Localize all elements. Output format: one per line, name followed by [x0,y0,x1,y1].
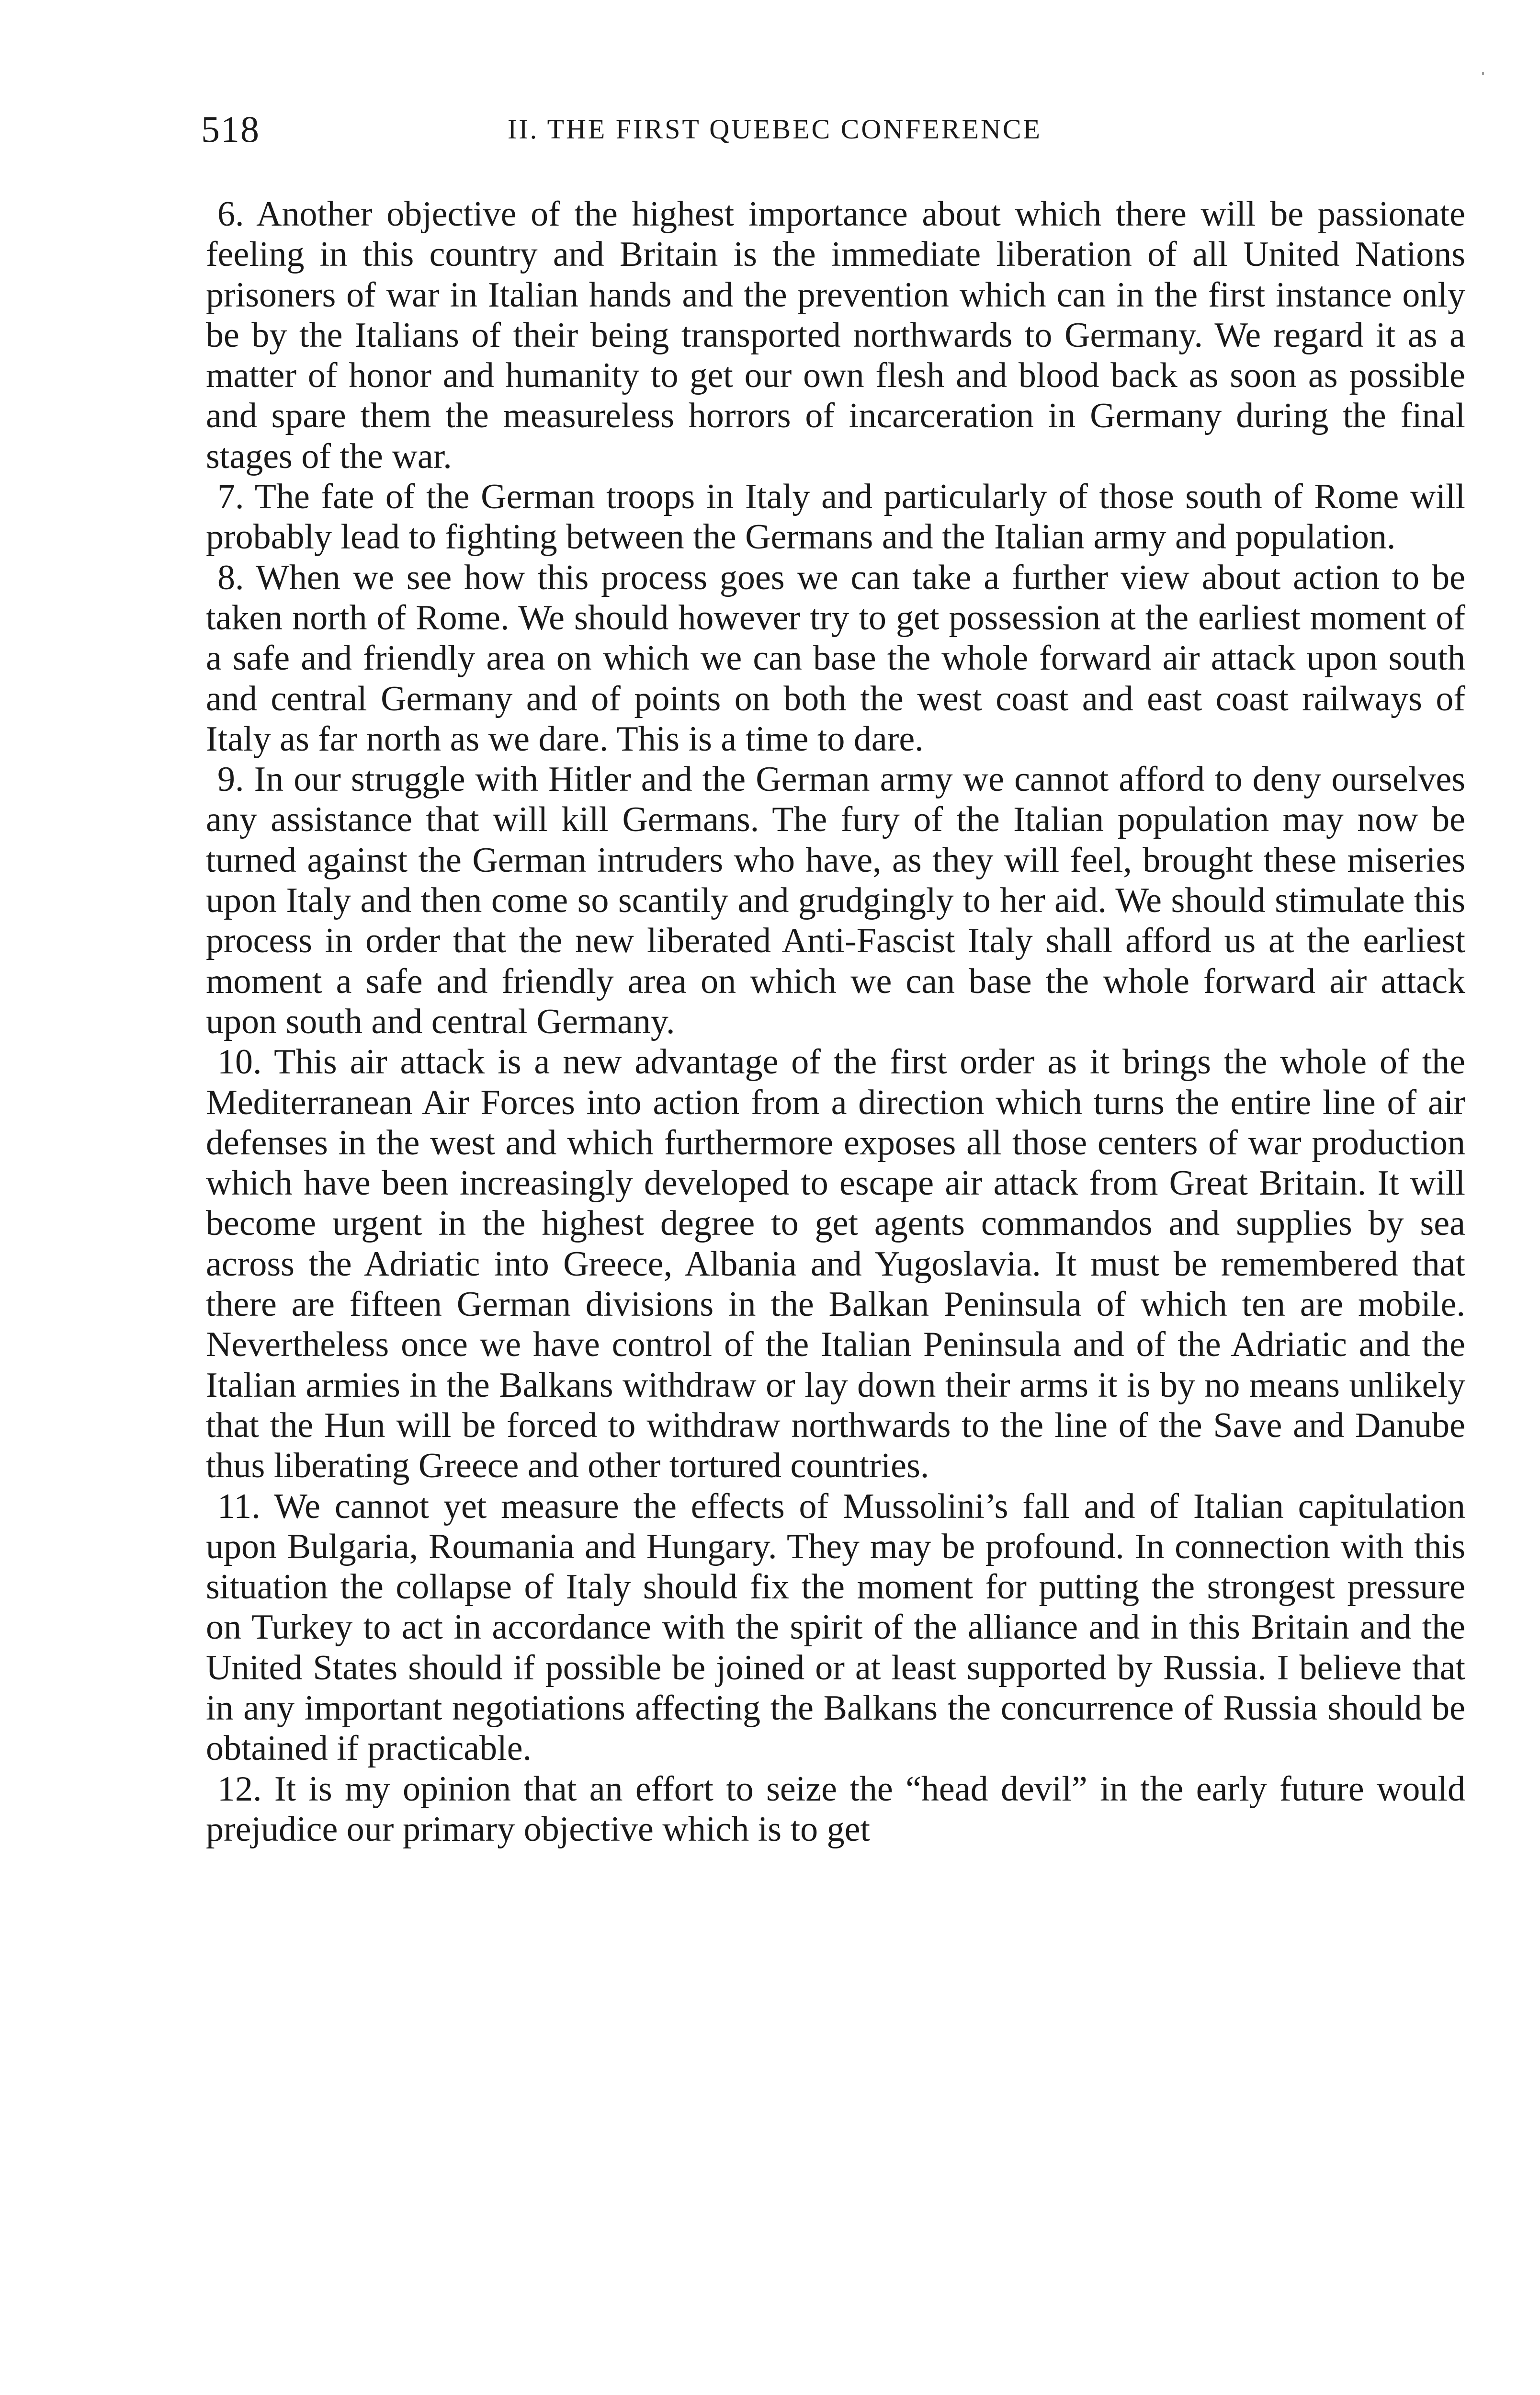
scan-speck [1482,72,1484,75]
page-number: 518 [201,108,260,150]
paragraph-6: 6. Another objective of the highest importance about which there will be passionate feeling in this country and Britain is the immediate liberation of all United Nations prisoners of war in Italian hands and the prevention which can in the first instance only be by the Italians of their being transported northwards to Germany. We regard it as a matter of honor and humanity to get our own flesh and blood back as soon as possible and spare them the measureless horrors of incarceration in Germany during the final stages of the war. [206,194,1465,476]
page-header [201,103,1465,156]
paragraph-11: 11. We cannot yet measure the effects of Mussolini’s fall and of Italian capitulation upon Bulgaria, Roumania and Hungary. They may be profound. In connection with this situation the collapse of Italy should fix the moment for putting the strongest pressure on Turkey to act in accordance with the spirit of the alliance and in this Britain and the United States should if possible be joined or at least supported by Russia. I believe that in any important negotiations affecting the Balkans the concurrence of Russia should be obtained if practicable. [206,1486,1465,1768]
paragraph-10: 10. This air attack is a new advantage of the first order as it brings the whole of the Mediterranean Air Forces into action from a direction which turns the entire line of air defenses in the west and which furthermore exposes all those centers of war production which have been increasingly developed to escape air attack from Great Britain. It will become urgent in the highest degree to get agents commandos and supplies by sea across the Adriatic into Greece, Albania and Yugoslavia. It must be remembered that there are fifteen German divisions in the Balkan Peninsula of which ten are mobile. Nevertheless once we have control of the Italian Peninsula and of the Adriatic and the Italian armies in the Balkans withdraw or lay down their arms it is by no means unlikely that the Hun will be forced to withdraw northwards to the line of the Save and Danube thus liberating Greece and other tortured countries. [206,1042,1465,1486]
running-head: II. THE FIRST QUEBEC CONFERENCE [508,114,1042,145]
paragraph-8: 8. When we see how this process goes we can take a further view about action to be taken north of Rome. We should however try to get possession at the earliest moment of a safe and friendly area on which we can base the whole forward air attack upon south and central Germany and of points on both the west coast and east coast railways of Italy as far north as we dare. This is a time to dare. [206,558,1465,759]
paragraph-9: 9. In our struggle with Hitler and the German army we cannot afford to deny ourselves any assistance that will kill Germans. The fury of the Italian population may now be turned against the German intruders who have, as they will feel, brought these miseries upon Italy and then come so scantily and grudgingly to her aid. We should stimulate this process in order that the new liberated Anti-Fascist Italy shall afford us at the earliest moment a safe and friendly area on which we can base the whole forward air attack upon south and central Germany. [206,760,1465,1041]
paragraph-7: 7. The fate of the German troops in Italy and particularly of those south of Rome will probably lead to fighting between the Germans and the Italian army and population. [206,477,1465,557]
body-text [206,194,1465,1849]
paragraph-12: 12. It is my opinion that an effort to seize the “head devil” in the early future would prejudice our primary objective which is to get [206,1769,1465,1849]
